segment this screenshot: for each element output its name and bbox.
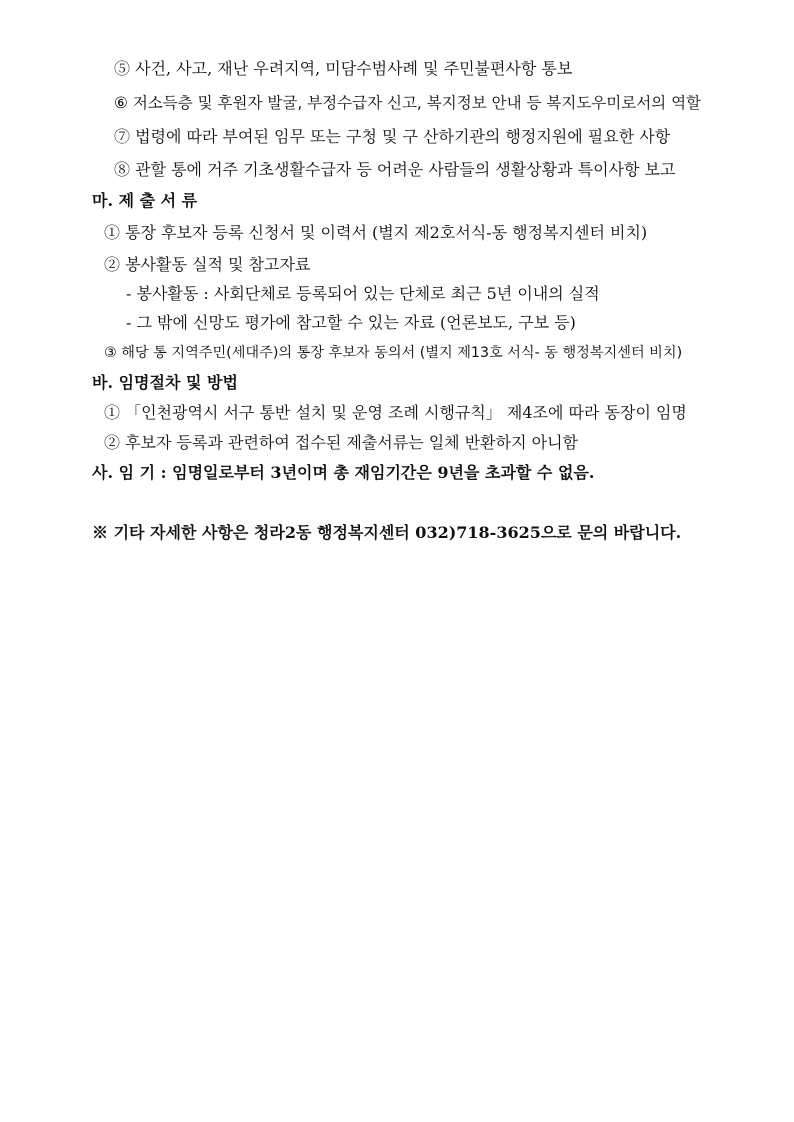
- documents-item-3: ③ 해당 통 지역주민(세대주)의 통장 후보자 동의서 (별지 제13호 서식- 동 행정복지센터 비치): [104, 345, 683, 361]
- appointment-item-1: ① 「인천광역시 서구 통반 설치 및 운영 조례 시행규칙」 제4조에 따라 동장이 임명: [104, 403, 687, 422]
- section-term: 사. 임 기 : 임명일로부터 3년이며 총 재임기간은 9년을 초과할 수 없음.: [92, 463, 595, 482]
- duty-item-6: ⑥ 저소득층 및 후원자 발굴, 부정수급자 신고, 복지정보 안내 등 복지도우미로서의 역할: [114, 94, 702, 112]
- duty-item-5: ⑤ 사건, 사고, 재난 우려지역, 미담수범사례 및 주민불편사항 통보: [114, 59, 573, 78]
- section-heading-documents: 마. 제 출 서 류: [92, 191, 198, 210]
- contact-note: ※ 기타 자세한 사항은 청라2동 행정복지센터 032)718-3625으로 문의 바랍니다.: [92, 523, 682, 542]
- documents-item-2: ② 봉사활동 실적 및 참고자료: [104, 255, 311, 274]
- appointment-item-2: ② 후보자 등록과 관련하여 접수된 제출서류는 일체 반환하지 아니함: [104, 433, 579, 452]
- documents-item-2-sub-1: - 봉사활동 : 사회단체로 등록되어 있는 단체로 최근 5년 이내의 실적: [126, 284, 600, 303]
- documents-item-1: ① 통장 후보자 등록 신청서 및 이력서 (별지 제2호서식-동 행정복지센터 비치): [104, 223, 648, 242]
- duty-item-7: ⑦ 법령에 따라 부여된 임무 또는 구청 및 구 산하기관의 행정지원에 필요한 사항: [114, 127, 671, 146]
- section-heading-appointment: 바. 임명절차 및 방법: [92, 373, 238, 392]
- documents-item-2-sub-2: - 그 밖에 신망도 평가에 참고할 수 있는 자료 (언론보도, 구보 등): [126, 313, 576, 332]
- duty-item-8: ⑧ 관할 통에 거주 기초생활수급자 등 어려운 사람들의 생활상황과 특이사항 보고: [114, 160, 676, 179]
